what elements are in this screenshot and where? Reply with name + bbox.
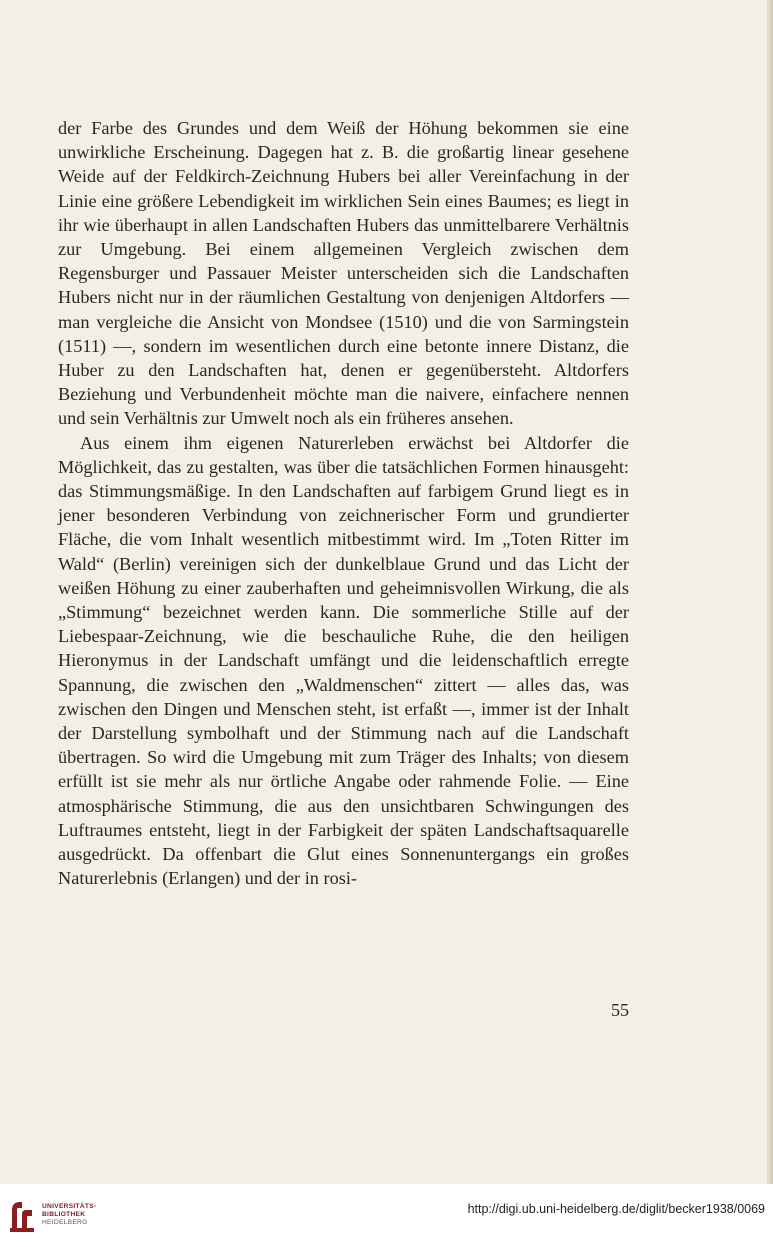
paragraph-1: der Farbe des Grundes und dem Weiß der Höhung bekommen sie eine unwirkliche Erscheinung. Dagegen hat z. B. die großartig linear gesehene Weide auf der Feldkirch-Zeichnung Hubers bei aller Vereinfachung in der Linie eine größere Lebendigkeit im wirklichen Sein eines Baumes; es liegt in ihr wie überhaupt in allen Landschaften Hubers das unmittelbarere Verhältnis zur Umgebung. Bei einem allgemeinen Vergleich zwischen dem Regensburger und Passauer Meister unterscheiden sich die Landschaften Hubers nicht nur in der räumlichen Gestaltung von denjenigen Altdorfers — man vergleiche die Ansicht von Mondsee (1510) und die von Sarmingstein (1511) —, sondern im wesentlichen durch eine betonte innere Distanz, die Huber zu den Landschaften hat, denen er gegenübersteht. Altdorfers Beziehung und Verbundenheit möchte man die naivere, einfachere nennen und sein Verhältnis zur Umwelt noch als ein früheres ansehen. [58,118,629,429]
logo-line-3: HEIDELBERG [42,1219,88,1227]
body-text [58,116,629,891]
footer-bar [0,1184,773,1247]
page-number: 55 [611,1000,629,1020]
source-url-link[interactable]: http://digi.ub.uni-heidelberg.de/diglit/becker1938/0069 [467,1202,765,1216]
logo-line-1: UNIVERSITÄTS- [42,1203,97,1210]
paragraph-2: Aus einem ihm eigenen Naturerleben erwächst bei Altdorfer die Möglichkeit, das zu gestalten, was über die tatsächlichen Formen hinausgeht: das Stimmungsmäßige. In den Landschaften auf farbigem Grund liegt es in jener besonderen Verbindung von zeichnerischer Form und grundierter Fläche, die vom Inhalt wesentlich mitbestimmt wird. Im „Toten Ritter im Wald“ (Berlin) vereinigen sich der dunkelblaue Grund und das Licht der weißen Höhung zu einer zauberhaften und geheimnisvollen Wirkung, die als „Stimmung“ bezeichnet werden kann. Die sommerliche Stille auf der Liebespaar-Zeichnung, wie die beschauliche Ruhe, die den heiligen Hieronymus in der Landschaft umfängt und die leidenschaftlich erregte Spannung, die zwischen den „Waldmenschen“ zittert — alles das, was zwischen den Dingen und Menschen steht, ist erfaßt —, immer ist der Inhalt der Darstellung symbolhaft und der Stimmung nach auf die Landschaft übertragen. So wird die Umgebung mit zum Träger des Inhalts; von diesem erfüllt ist sie mehr als nur örtliche Angabe oder rahmende Folie. — Eine atmosphärische Stimmung, die aus den unsichtbaren Schwingungen des Luftraumes entsteht, liegt in der Farbigkeit der späten Landschaftsaquarelle ausgedrückt. Da offenbart die Glut eines Sonnenuntergangs ein großes Naturerlebnis (Erlangen) und der in rosi- [58,432,629,889]
page-edge [767,0,773,1184]
library-logo-text [42,1203,96,1228]
logo-line-2: BIBLIOTHEK [42,1211,86,1219]
library-logo-icon [8,1198,36,1234]
